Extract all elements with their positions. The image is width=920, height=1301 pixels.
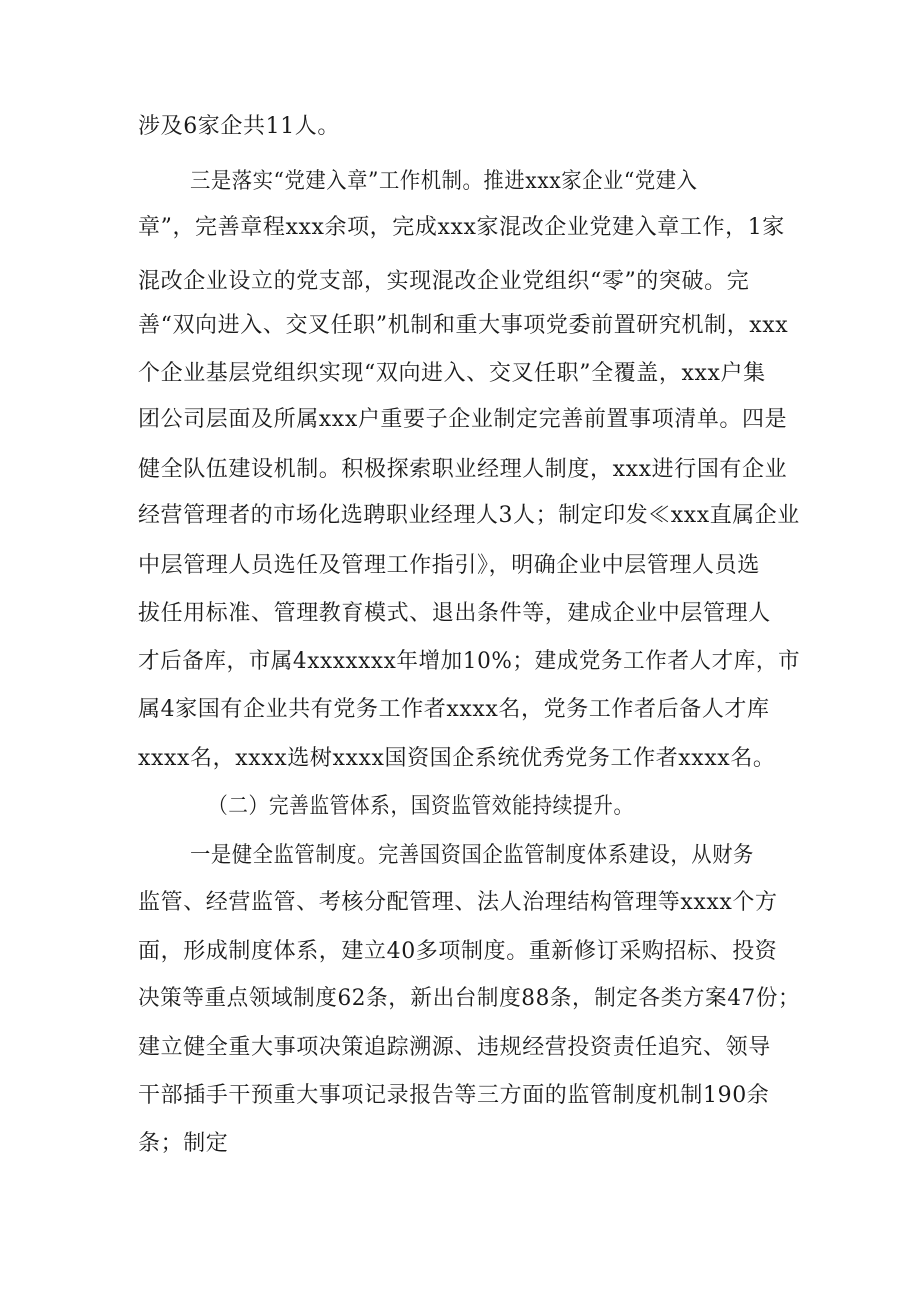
text-line: 拔任用标准、管理教育模式、退出条件等，建成企业中层管理人: [138, 601, 771, 626]
text-line: 监管、经营监管、考核分配管理、法人治理结构管理等xxxx个方: [138, 890, 778, 915]
text-line: 决策等重点领域制度62条，新出台制度88条，制定各类方案47份；: [138, 986, 801, 1011]
text-line: 属4家国有企业共有党务工作者xxxx名，党务工作者后备人才库: [138, 697, 770, 722]
text-line: 面，形成制度体系，建立40多项制度。重新修订采购招标、投资: [138, 939, 778, 964]
text-line: 经营管理者的市场化选聘职业经理人3人；制定印发≪xxx直属企业: [138, 503, 800, 528]
text-line: 团公司层面及所属xxx户重要子企业制定完善前置事项清单。四是: [138, 407, 788, 432]
text-line: 涉及6家企共11人。: [138, 114, 340, 139]
text-line: 才后备库，市属4xxxxxxx年增加10%；建成党务工作者人才库，市: [138, 649, 801, 674]
section-heading: （二）完善监管体系，国资监管效能持续提升。: [208, 794, 634, 819]
text-line: 混改企业设立的党支部，实现混改企业党组织“零”的突破。完: [138, 269, 750, 294]
text-line: 健全队伍建设机制。积极探索职业经理人制度，xxx进行国有企业: [138, 457, 788, 482]
text-line: 个企业基层党组织实现“双向进入、交叉任职”全覆盖，xxx户集: [138, 361, 766, 386]
text-line: 一是健全监管制度。完善国资国企监管制度体系建设，从财务: [190, 843, 754, 868]
text-line: 条；制定: [138, 1131, 229, 1156]
text-line: 三是落实“党建入章”工作机制。推进xxx家企业“党建入: [190, 169, 698, 194]
text-line: 干部插手干预重大事项记录报告等三方面的监管制度机制190余: [138, 1083, 770, 1108]
text-line: xxxx名，xxxx选树xxxx国资国企系统优秀党务工作者xxxx名。: [138, 746, 776, 771]
text-line: 善“双向进入、交叉任职”机制和重大事项党委前置研究机制，xxx: [138, 313, 789, 338]
text-line: 中层管理人员选任及管理工作指引》，明确企业中层管理人员选: [138, 553, 760, 578]
text-line: 建立健全重大事项决策追踪溯源、违规经营投资责任追究、领导: [138, 1035, 771, 1060]
text-line: 章”，完善章程xxx余项，完成xxx家混改企业党建入章工作，1家: [138, 215, 785, 240]
